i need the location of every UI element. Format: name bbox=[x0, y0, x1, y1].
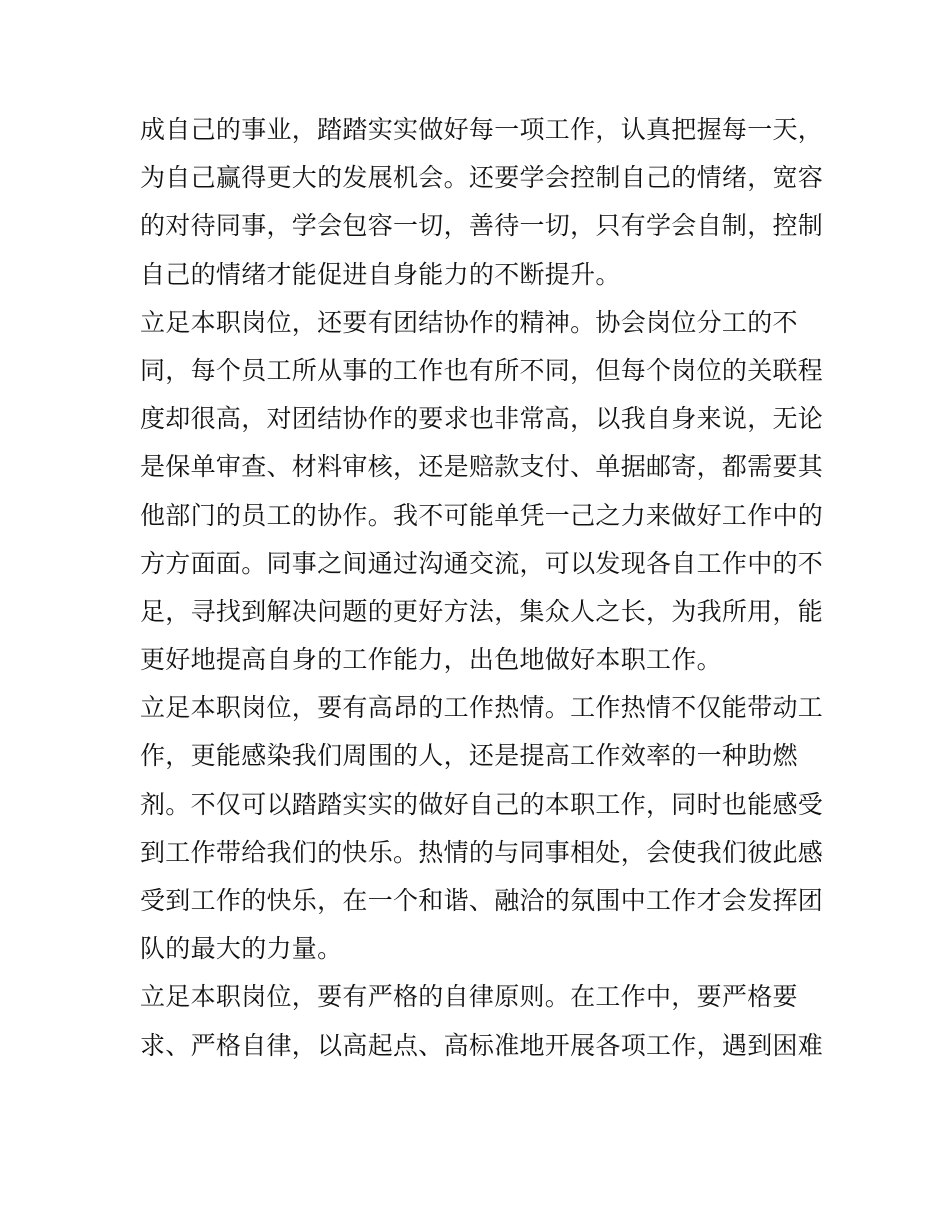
text-line: 同，每个员工所从事的工作也有所不同，但每个岗位的关联程 bbox=[140, 355, 824, 385]
text-line: 立足本职岗位，要有严格的自律原则。在工作中，要严格要 bbox=[140, 982, 798, 1012]
text-line: 到工作带给我们的快乐。热情的与同事相处，会使我们彼此感 bbox=[140, 837, 824, 867]
text-line: 队的最大的力量。 bbox=[140, 934, 343, 964]
text-line: 是保单审查、材料审核，还是赔款支付、单据邮寄，都需要其 bbox=[140, 452, 824, 482]
text-line: 自己的情绪才能促进自身能力的不断提升。 bbox=[140, 259, 621, 289]
text-line: 剂。不仅可以踏踏实实的做好自己的本职工作，同时也能感受 bbox=[140, 789, 824, 819]
text-line: 受到工作的快乐，在一个和谐、融洽的氛围中工作才会发挥团 bbox=[140, 886, 824, 915]
text-line: 的对待同事，学会包容一切，善待一切，只有学会自制，控制 bbox=[140, 211, 824, 241]
text-line: 求、严格自律，以高起点、高标准地开展各项工作，遇到困难 bbox=[140, 1030, 824, 1060]
text-line: 度却很高，对团结协作的要求也非常高，以我自身来说，无论 bbox=[140, 404, 824, 434]
text-line: 为自己赢得更大的发展机会。还要学会控制自己的情绪，宽容 bbox=[140, 163, 824, 193]
text-line: 足，寻找到解决问题的更好方法，集众人之长，为我所用，能 bbox=[140, 596, 824, 626]
text-line: 立足本职岗位，还要有团结协作的精神。协会岗位分工的不 bbox=[140, 307, 798, 337]
text-line: 成自己的事业，踏踏实实做好每一项工作，认真把握每一天， bbox=[140, 115, 824, 144]
text-line: 他部门的员工的协作。我不可能单凭一己之力来做好工作中的 bbox=[140, 500, 824, 530]
text-line: 方方面面。同事之间通过沟通交流，可以发现各自工作中的不 bbox=[140, 548, 824, 578]
text-line: 立足本职岗位，要有高昂的工作热情。工作热情不仅能带动工 bbox=[140, 693, 824, 723]
text-line: 更好地提高自身的工作能力，出色地做好本职工作。 bbox=[140, 645, 722, 675]
text-line: 作，更能感染我们周围的人，还是提高工作效率的一种助燃 bbox=[140, 741, 798, 771]
document-body bbox=[140, 106, 824, 1070]
